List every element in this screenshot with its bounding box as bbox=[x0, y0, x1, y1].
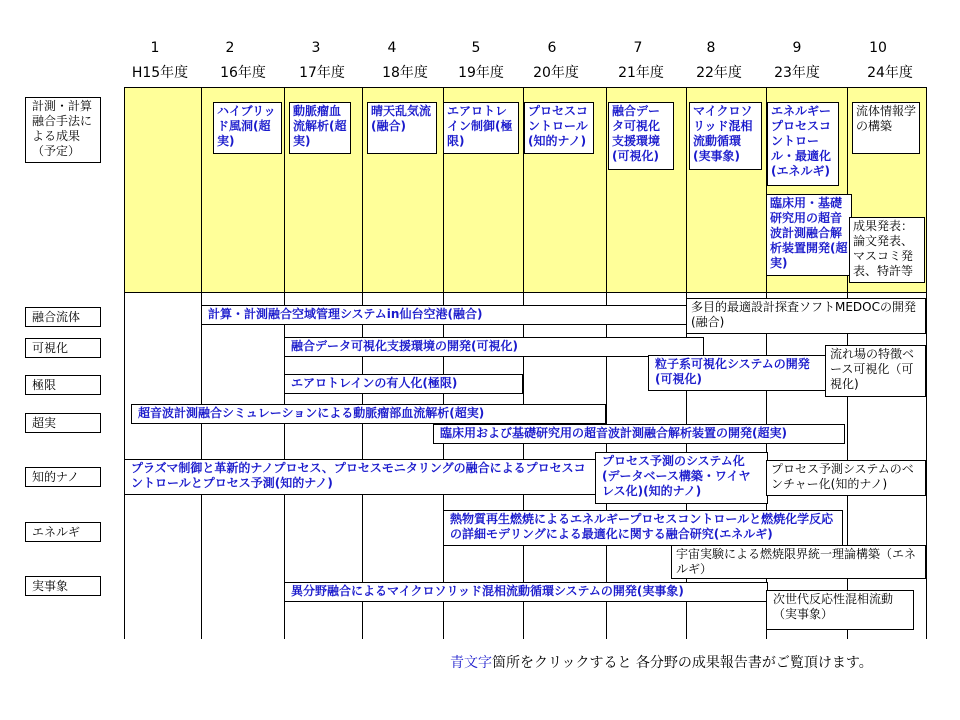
bar-particle-visualization[interactable]: 粒子系可視化システムの開発(可視化) bbox=[648, 355, 828, 391]
row-label-super-real: 超実 bbox=[25, 413, 101, 433]
result-hybrid-wind-tunnel[interactable]: ハイブリッド風洞(超実) bbox=[213, 102, 282, 154]
bar-fusion-data-visualization[interactable]: 融合データ可視化支援環境の開発(可視化) bbox=[284, 337, 704, 357]
col-number-6: 6 bbox=[547, 40, 557, 56]
col-year-10: 24年度 bbox=[867, 65, 913, 81]
col-year-8: 22年度 bbox=[696, 65, 742, 81]
result-clear-air-turbulence[interactable]: 晴天乱気流(融合) bbox=[367, 102, 437, 154]
col-number-7: 7 bbox=[633, 40, 643, 56]
result-publications: 成果発表：論文発表、マスコミ発表、特許等 bbox=[849, 217, 925, 283]
col-number-2: 2 bbox=[225, 40, 235, 56]
bar-ultrasonic-simulation[interactable]: 超音波計測融合シミュレーションによる動脈瘤部血流解析(超実) bbox=[131, 404, 606, 424]
bar-process-prediction-system[interactable]: プロセス予測のシステム化(データベース構築・ワイヤレス化)(知的ナノ) bbox=[595, 452, 768, 504]
col-year-3: 17年度 bbox=[299, 65, 345, 81]
bar-micro-solid-system[interactable]: 異分野融合によるマイクロソリッド混相流動循環システムの開発(実事象) bbox=[284, 582, 768, 602]
bar-plasma-nanoprocess[interactable]: プラズマ制御と革新的ナノプロセス、プロセスモニタリングの融合によるプロセスコントロールとプロセス予測(知的ナノ) bbox=[124, 459, 604, 495]
col-number-9: 9 bbox=[792, 40, 802, 56]
grid-top-line bbox=[124, 87, 926, 88]
col-year-6: 20年度 bbox=[533, 65, 579, 81]
row-label-real-phenomena: 実事象 bbox=[25, 576, 101, 596]
bar-medoc-design-software: 多目的最適設計探査ソフトMEDOCの開発(融合) bbox=[686, 298, 926, 334]
col-number-10: 10 bbox=[869, 40, 887, 56]
row-label-results: 計測・計算融合手法による成果（予定） bbox=[25, 97, 101, 163]
grid-col-line bbox=[201, 87, 202, 639]
result-process-control[interactable]: プロセスコントロール(知的ナノ) bbox=[524, 102, 594, 154]
bar-aerotrain-manned[interactable]: エアロトレインの有人化(極限) bbox=[284, 374, 523, 394]
grid-col-line bbox=[284, 87, 285, 639]
bar-space-combustion-theory: 宇宙実験による燃焼限界統一理論構築（エネルギ） bbox=[671, 545, 926, 579]
col-number-8: 8 bbox=[706, 40, 716, 56]
row-label-extreme: 極限 bbox=[25, 375, 101, 395]
grid-results-bottom-line bbox=[124, 292, 926, 293]
col-year-9: 23年度 bbox=[774, 65, 820, 81]
bar-feature-based-visualization: 流れ場の特徴ベース可視化（可視化) bbox=[825, 345, 926, 397]
result-fusion-data-visualization[interactable]: 融合データ可視化支援環境(可視化) bbox=[608, 102, 674, 170]
grid-col-line bbox=[523, 87, 524, 639]
grid-col-line bbox=[124, 87, 125, 639]
col-number-3: 3 bbox=[311, 40, 321, 56]
grid-col-line bbox=[926, 87, 927, 639]
bar-energy-process-fusion[interactable]: 熱物質再生燃焼によるエネルギープロセスコントロールと燃焼化学反応の詳細モデリングによる最適化に関する融合研究(エネルギ) bbox=[443, 510, 843, 546]
bar-next-gen-reactive-flow: 次世代反応性混相流動（実事象） bbox=[766, 590, 914, 630]
result-aneurysm-flow[interactable]: 動脈瘤血流解析(超実) bbox=[289, 102, 351, 154]
col-year-7: 21年度 bbox=[618, 65, 664, 81]
col-year-4: 18年度 bbox=[382, 65, 428, 81]
col-year-1: H15年度 bbox=[131, 65, 189, 81]
bar-ultrasonic-device-development[interactable]: 臨床用および基礎研究用の超音波計測融合解析装置の開発(超実) bbox=[433, 424, 845, 444]
row-label-fusion-flow: 融合流体 bbox=[25, 307, 101, 327]
col-number-4: 4 bbox=[387, 40, 397, 56]
grid-col-line bbox=[443, 87, 444, 639]
result-micro-solid-multiphase[interactable]: マイクロソリッド混相流動循環(実事象) bbox=[689, 102, 762, 170]
result-energy-process-control[interactable]: エネルギープロセスコントロール・最適化(エネルギ) bbox=[767, 102, 839, 186]
bar-process-prediction-venture: プロセス予測システムのベンチャー化(知的ナノ) bbox=[766, 460, 926, 496]
row-label-intelligent-nano: 知的ナノ bbox=[25, 467, 101, 487]
result-fluid-informatics: 流体情報学の構築 bbox=[852, 102, 920, 154]
col-year-5: 19年度 bbox=[458, 65, 504, 81]
grid-col-line bbox=[362, 87, 363, 639]
footer-rest-text: 箇所をクリックすると 各分野の成果報告書がご覧頂けます。 bbox=[492, 655, 873, 671]
bar-airspace-management[interactable]: 計算・計測融合空域管理システムin仙台空港(融合) bbox=[201, 305, 687, 325]
row-label-energy: エネルギ bbox=[25, 522, 101, 542]
col-number-1: 1 bbox=[150, 40, 160, 56]
footer-note bbox=[450, 652, 873, 672]
result-aerotrain-control[interactable]: エアロトレイン制御(極限) bbox=[443, 102, 519, 154]
result-ultrasonic-device[interactable]: 臨床用・基礎研究用の超音波計測融合解析装置開発(超実) bbox=[766, 194, 852, 276]
col-number-5: 5 bbox=[471, 40, 481, 56]
grid-col-line bbox=[606, 87, 607, 639]
row-label-visualization: 可視化 bbox=[25, 338, 101, 358]
col-year-2: 16年度 bbox=[220, 65, 266, 81]
footer-blue-text: 青文字 bbox=[450, 655, 492, 671]
